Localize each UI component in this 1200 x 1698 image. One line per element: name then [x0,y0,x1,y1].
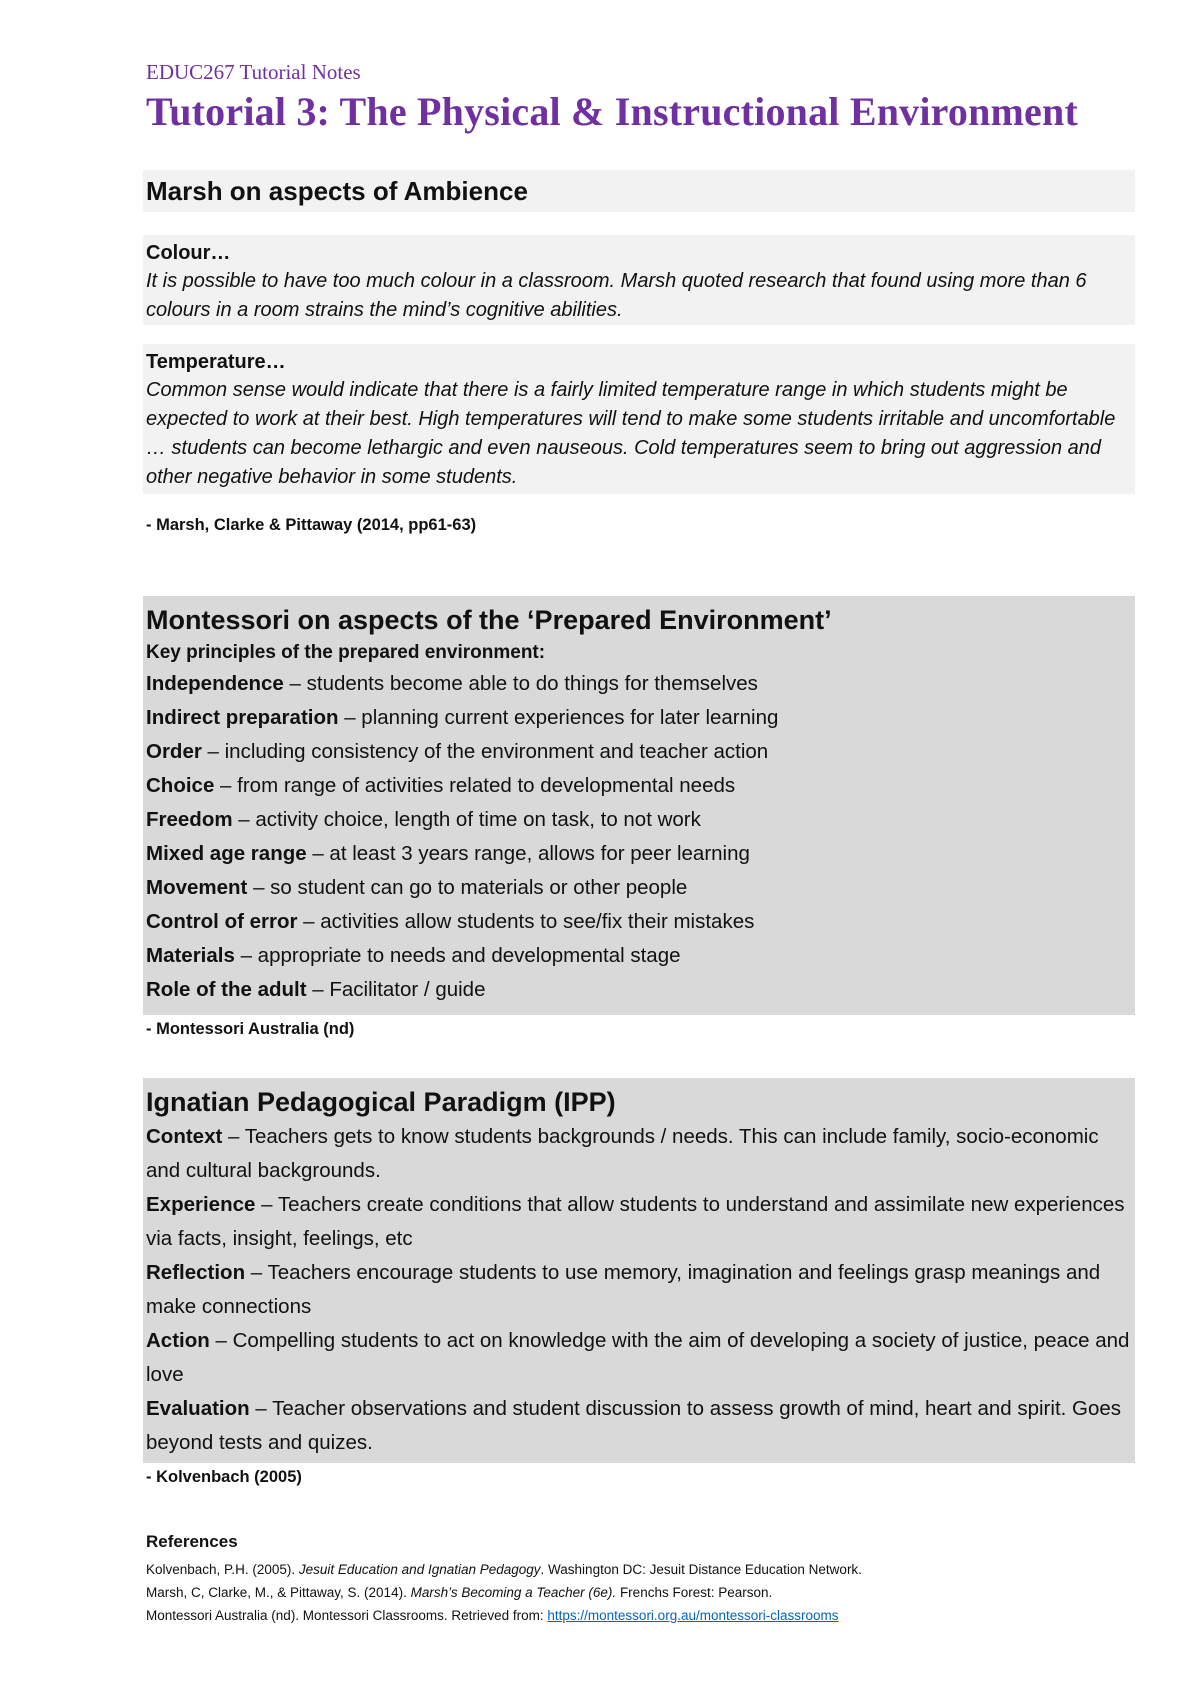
page-title: Tutorial 3: The Physical & Instructional Environment [146,89,1078,134]
principle-term: Movement [146,876,248,899]
principle-item [146,769,1135,803]
principle-item [146,667,1135,701]
temperature-label: Temperature… [146,351,286,373]
references-heading: References [146,1532,238,1551]
principle-term: Indirect preparation [146,706,339,729]
ipp-item [146,1324,1131,1392]
ipp-term: Experience [146,1193,256,1216]
ipp-desc: – Compelling students to act on knowledge with the aim of developing a society of justice, peace and love [146,1329,1130,1386]
principle-term: Role of the adult [146,978,307,1001]
ipp-list [143,1120,1131,1460]
montessori-link[interactable]: https://montessori.org.au/montessori-classrooms [547,1608,839,1623]
ipp-desc: – Teachers encourage students to use memory, imagination and feelings grasp meanings and make connections [146,1261,1101,1318]
principle-desc: – including consistency of the environment and teacher action [201,740,769,763]
ipp-term: Context [146,1125,223,1148]
montessori-box [143,596,1135,1015]
principle-desc: – activities allow students to see/fix their mistakes [297,910,755,933]
montessori-heading: Montessori on aspects of the ‘Prepared Environment’ [146,605,832,635]
marsh-heading-box [143,170,1135,212]
principle-item [146,837,1135,871]
ipp-desc: – Teacher observations and student discussion to assess growth of mind, heart and spirit. Goes beyond tests and quizes. [146,1397,1122,1454]
principle-term: Independence [146,672,284,695]
principle-item [146,939,1135,973]
principle-desc: – students become able to do things for themselves [283,672,758,695]
ipp-desc: – Teachers gets to know students backgrounds / needs. This can include family, socio-economic and cultural backgrounds. [146,1125,1099,1182]
principle-term: Control of error [146,910,298,933]
ipp-term: Reflection [146,1261,246,1284]
principle-term: Materials [146,944,235,967]
principle-desc: – appropriate to needs and developmental stage [234,944,681,967]
principle-desc: – so student can go to materials or other people [247,876,688,899]
ipp-item [146,1120,1131,1188]
ipp-heading: Ignatian Pedagogical Paradigm (IPP) [146,1087,616,1117]
reference-montessori: Montessori Australia (nd). Montessori Classrooms. Retrieved from: https://montessori.org.au/montessori-classrooms [146,1608,839,1623]
marsh-heading: Marsh on aspects of Ambience [146,176,528,206]
marsh-citation: - Marsh, Clarke & Pittaway (2014, pp61-63) [146,516,477,534]
principle-term: Choice [146,774,215,797]
principle-desc: – at least 3 years range, allows for peer learning [306,842,750,865]
ipp-term: Evaluation [146,1397,250,1420]
temperature-text: Common sense would indicate that there is a fairly limited temperature range in which students might be expected to work at their best. High temperatures will tend to make some students irritable and uncomfortable … students can become lethargic and even nauseous. Cold temperatures seem to bring out aggression and other negative behavior in some students. [146,379,1116,488]
reference-kolvenbach: Kolvenbach, P.H. (2005). Jesuit Education and Ignatian Pedagogy. Washington DC: Jesuit Distance Education Network. [146,1562,862,1577]
ipp-box [143,1078,1135,1463]
colour-label: Colour… [146,242,231,264]
principle-item [146,905,1135,939]
colour-box [143,235,1135,325]
montessori-subheading: Key principles of the prepared environment: [146,642,546,663]
principle-item [146,701,1135,735]
principle-item [146,735,1135,769]
colour-text: It is possible to have too much colour in a classroom. Marsh quoted research that found using more than 6 colours in a room strains the mind’s cognitive abilities. [146,270,1087,321]
references-list [146,1558,862,1627]
course-label: EDUC267 Tutorial Notes [146,60,361,84]
principle-desc: – Facilitator / guide [306,978,486,1001]
principle-desc: – from range of activities related to developmental needs [214,774,736,797]
ipp-item [146,1256,1131,1324]
reference-marsh: Marsh, C, Clarke, M., & Pittaway, S. (2014). Marsh’s Becoming a Teacher (6e). Frenchs Forest: Pearson. [146,1585,773,1600]
principle-desc: – activity choice, length of time on task, to not work [232,808,701,831]
ipp-desc: – Teachers create conditions that allow students to understand and assimilate new experiences via facts, insight, feelings, etc [146,1193,1125,1250]
principle-term: Order [146,740,202,763]
temperature-box [143,344,1135,494]
ipp-citation: - Kolvenbach (2005) [146,1468,302,1486]
principle-item [146,973,1135,1007]
principle-item [146,803,1135,837]
principles-list [143,667,1135,1007]
montessori-citation: - Montessori Australia (nd) [146,1020,355,1038]
principle-term: Mixed age range [146,842,307,865]
ipp-item [146,1392,1131,1460]
principle-desc: – planning current experiences for later learning [338,706,779,729]
ipp-item [146,1188,1131,1256]
principle-term: Freedom [146,808,233,831]
ipp-term: Action [146,1329,210,1352]
principle-item [146,871,1135,905]
